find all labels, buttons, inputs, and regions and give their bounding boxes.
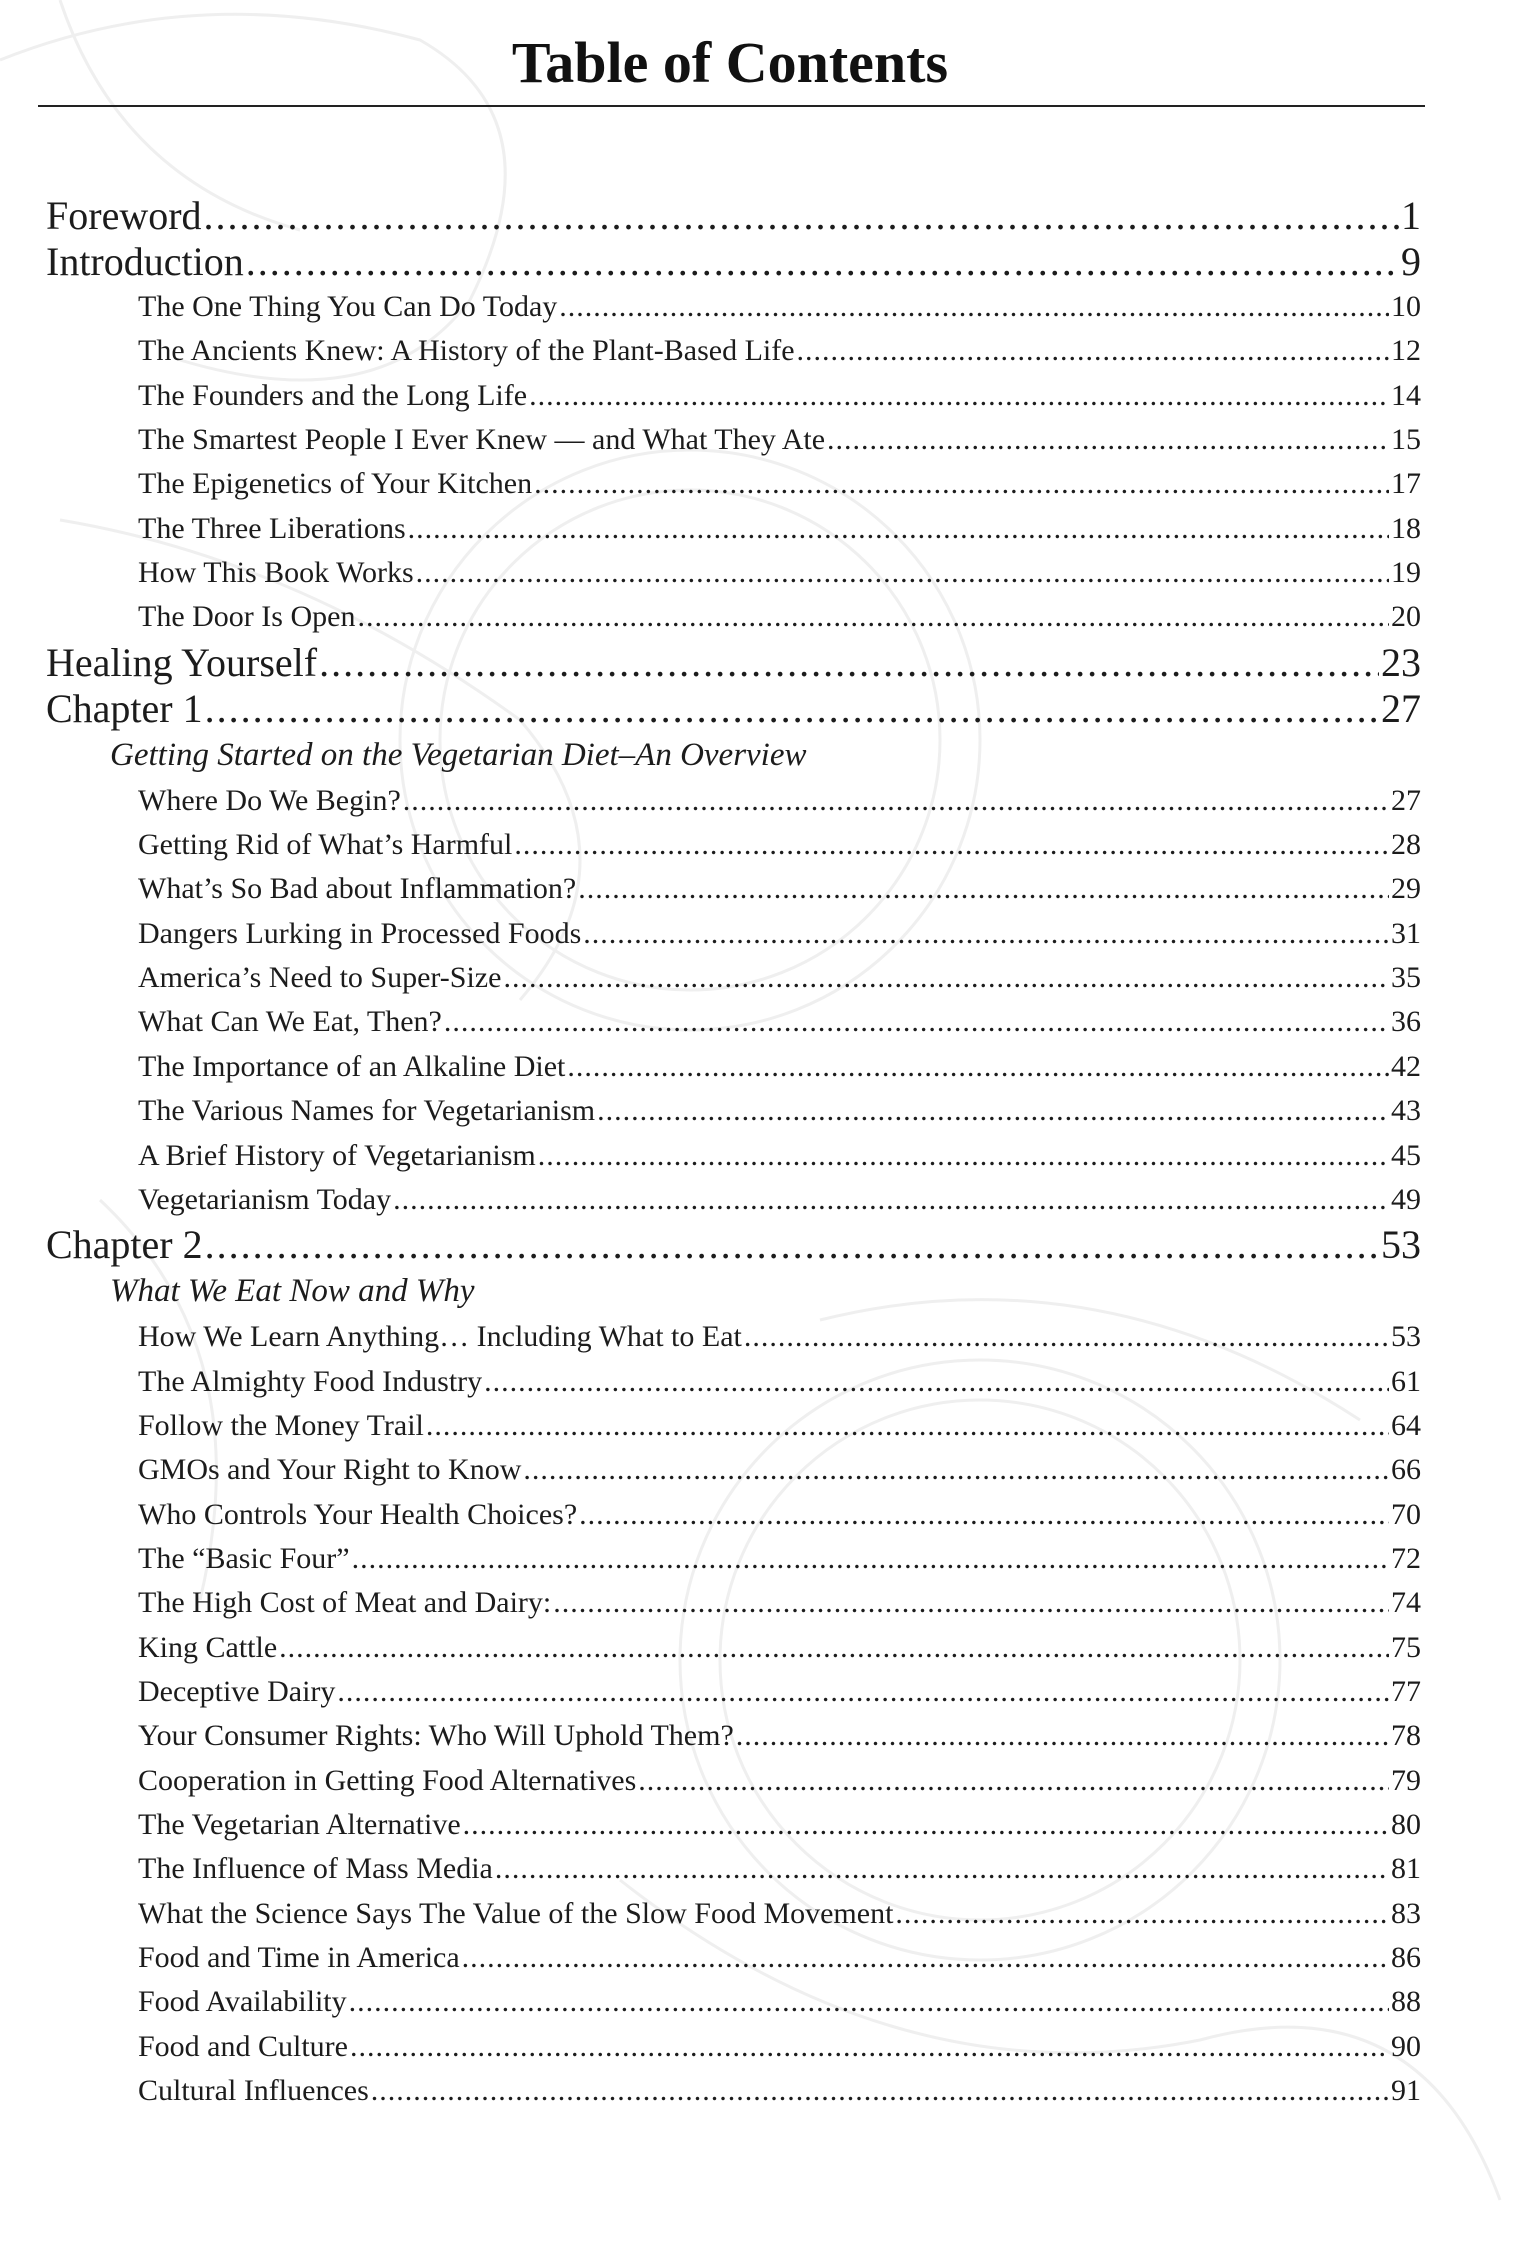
entry-page: 53: [1391, 1320, 1421, 1354]
dot-leader: [559, 285, 1389, 329]
entry-title: Who Controls Your Health Choices?: [138, 1497, 578, 1531]
toc-subentry[interactable]: [46, 462, 1421, 506]
toc-subentry[interactable]: [46, 1089, 1421, 1133]
entry-title: Follow the Money Trail: [138, 1408, 424, 1442]
entry-page: 53: [1381, 1222, 1421, 1268]
entry-title: Dangers Lurking in Processed Foods: [138, 916, 582, 950]
table-of-contents: [46, 193, 1421, 2113]
toc-subentry[interactable]: [46, 329, 1421, 373]
entry-title: What’s So Bad about Inflammation?: [138, 872, 577, 906]
entry-page: 15: [1391, 423, 1421, 457]
entry-page: 75: [1391, 1630, 1421, 1664]
toc-entry-healing-yourself[interactable]: [46, 640, 1421, 686]
toc-subentry[interactable]: [46, 595, 1421, 639]
entry-title: What Can We Eat, Then?: [138, 1005, 442, 1039]
entry-title: Foreword: [46, 193, 202, 238]
toc-entry-chapter-1[interactable]: [46, 686, 1421, 732]
toc-subentry[interactable]: [46, 1626, 1421, 1670]
dot-leader: [578, 867, 1389, 911]
dot-leader: [408, 507, 1389, 551]
toc-subentry[interactable]: [46, 1980, 1421, 2024]
toc-entry-chapter-2[interactable]: [46, 1222, 1421, 1268]
entry-title: The Almighty Food Industry: [138, 1364, 483, 1398]
entry-page: 27: [1381, 685, 1421, 731]
entry-title: The One Thing You Can Do Today: [138, 290, 558, 323]
entry-title: Where Do We Begin?: [138, 783, 401, 817]
entry-page: 72: [1391, 1541, 1421, 1575]
entry-page: 42: [1391, 1049, 1421, 1083]
dot-leader: [403, 779, 1389, 823]
dot-leader: [319, 640, 1379, 686]
entry-title: The Smartest People I Ever Knew — and What They Ate: [138, 423, 826, 457]
entry-title: The Influence of Mass Media: [138, 1852, 493, 1886]
toc-subentry[interactable]: [46, 1360, 1421, 1404]
entry-page: 86: [1391, 1941, 1421, 1974]
dot-leader: [337, 1670, 1389, 1714]
toc-entry-foreword[interactable]: [46, 193, 1421, 239]
dot-leader: [393, 1178, 1389, 1222]
entry-page: 45: [1391, 1138, 1421, 1172]
dot-leader: [246, 239, 1399, 285]
entry-page: 80: [1391, 1807, 1421, 1841]
dot-leader: [484, 1360, 1389, 1404]
toc-subentry[interactable]: [46, 1404, 1421, 1448]
dot-leader: [583, 912, 1389, 956]
dot-leader: [204, 193, 1399, 239]
entry-page: 27: [1391, 783, 1421, 817]
entry-title: GMOs and Your Right to Know: [138, 1453, 522, 1487]
toc-subentry[interactable]: [46, 1803, 1421, 1847]
toc-subentry[interactable]: [46, 2069, 1421, 2113]
entry-title: The Various Names for Vegetarianism: [138, 1094, 596, 1128]
entry-title: How This Book Works: [138, 556, 414, 590]
entry-page: 66: [1391, 1453, 1421, 1487]
toc-subentry[interactable]: [46, 1000, 1421, 1044]
toc-subentry[interactable]: [46, 1581, 1421, 1625]
toc-subentry[interactable]: [46, 507, 1421, 551]
dot-leader: [462, 1936, 1389, 1980]
entry-page: 9: [1401, 239, 1421, 284]
toc-subentry[interactable]: [46, 1759, 1421, 1803]
entry-title: Food and Time in America: [138, 1941, 460, 1974]
entry-title: The High Cost of Meat and Dairy:: [138, 1586, 552, 1620]
entry-title: Chapter 2: [46, 1222, 203, 1268]
entry-page: 29: [1391, 872, 1421, 906]
toc-subentry[interactable]: [46, 1714, 1421, 1758]
toc-subentry[interactable]: [46, 285, 1421, 329]
toc-subentry[interactable]: [46, 779, 1421, 823]
toc-subentry[interactable]: [46, 1847, 1421, 1891]
toc-subentry[interactable]: [46, 1936, 1421, 1980]
dot-leader: [579, 1493, 1389, 1537]
dot-leader: [553, 1581, 1389, 1625]
entry-page: 35: [1391, 961, 1421, 995]
dot-leader: [597, 1089, 1389, 1133]
dot-leader: [357, 595, 1389, 639]
entry-page: 28: [1391, 828, 1421, 862]
entry-page: 88: [1391, 1985, 1421, 2019]
chapter-subtitle: What We Eat Now and Why: [110, 1273, 475, 1310]
dot-leader: [736, 1714, 1389, 1758]
dot-leader: [350, 2025, 1389, 2069]
dot-leader: [503, 956, 1389, 1000]
toc-subentry[interactable]: [46, 1045, 1421, 1089]
dot-leader: [205, 686, 1379, 732]
entry-title: Cooperation in Getting Food Alternatives: [138, 1763, 637, 1797]
entry-title: Healing Yourself: [46, 639, 318, 685]
toc-subentry[interactable]: [46, 1493, 1421, 1537]
entry-page: 78: [1391, 1719, 1421, 1753]
toc-subentry[interactable]: [46, 551, 1421, 595]
dot-leader: [538, 1134, 1389, 1178]
entry-page: 20: [1391, 600, 1421, 634]
entry-page: 1: [1401, 193, 1421, 238]
entry-page: 14: [1391, 378, 1421, 412]
toc-subentry[interactable]: [46, 1537, 1421, 1581]
entry-title: Your Consumer Rights: Who Will Uphold Them?: [138, 1719, 734, 1753]
dot-leader: [523, 1448, 1389, 1492]
entry-title: Chapter 1: [46, 685, 203, 731]
entry-page: 74: [1391, 1586, 1421, 1620]
toc-subentry[interactable]: [46, 2025, 1421, 2069]
entry-title: Cultural Influences: [138, 2074, 369, 2108]
entry-page: 61: [1391, 1364, 1421, 1398]
entry-page: 36: [1391, 1005, 1421, 1039]
entry-page: 81: [1391, 1852, 1421, 1886]
dot-leader: [567, 1045, 1389, 1089]
entry-title: The Epigenetics of Your Kitchen: [138, 467, 533, 501]
entry-title: Deceptive Dairy: [138, 1674, 336, 1708]
entry-title: America’s Need to Super-Size: [138, 961, 502, 995]
dot-leader: [279, 1626, 1389, 1670]
entry-page: 18: [1391, 511, 1421, 545]
dot-leader: [371, 2069, 1389, 2113]
entry-title: The Three Liberations: [138, 511, 406, 545]
chapter-subtitle: Getting Started on the Vegetarian Diet–An Overview: [110, 736, 807, 773]
entry-title: The “Basic Four”: [138, 1541, 350, 1575]
dot-leader: [352, 1537, 1389, 1581]
dot-leader: [744, 1315, 1389, 1359]
entry-page: 17: [1391, 467, 1421, 501]
entry-page: 70: [1391, 1497, 1421, 1531]
page-title: Table of Contents: [511, 30, 949, 95]
dot-leader: [416, 551, 1389, 595]
toc-subentry[interactable]: [46, 1670, 1421, 1714]
dot-leader: [638, 1759, 1389, 1803]
toc-subentry[interactable]: [46, 374, 1421, 418]
entry-page: 91: [1391, 2074, 1421, 2108]
entry-page: 90: [1391, 2029, 1421, 2063]
entry-page: 23: [1381, 639, 1421, 685]
entry-title: King Cattle: [138, 1630, 278, 1664]
dot-leader: [797, 329, 1389, 373]
toc-subentry[interactable]: [46, 867, 1421, 911]
entry-page: 64: [1391, 1408, 1421, 1442]
dot-leader: [205, 1222, 1379, 1268]
entry-title: The Vegetarian Alternative: [138, 1807, 461, 1841]
entry-page: 12: [1391, 334, 1421, 368]
entry-title: A Brief History of Vegetarianism: [138, 1138, 536, 1172]
toc-subentry[interactable]: [46, 956, 1421, 1000]
entry-title: Introduction: [46, 239, 244, 284]
dot-leader: [534, 462, 1389, 506]
entry-page: 31: [1391, 916, 1421, 950]
dot-leader: [827, 418, 1389, 462]
entry-page: 77: [1391, 1674, 1421, 1708]
entry-title: Getting Rid of What’s Harmful: [138, 828, 513, 862]
entry-page: 79: [1391, 1763, 1421, 1797]
toc-subentry[interactable]: [46, 418, 1421, 462]
entry-title: Food and Culture: [138, 2029, 348, 2063]
title-divider: [38, 105, 1425, 107]
entry-title: The Door Is Open: [138, 600, 356, 634]
toc-subentry[interactable]: [46, 1892, 1421, 1936]
toc-entry-introduction[interactable]: [46, 239, 1421, 285]
entry-title: How We Learn Anything… Including What to Eat: [138, 1320, 742, 1354]
dot-leader: [444, 1000, 1389, 1044]
entry-page: 49: [1391, 1182, 1421, 1216]
entry-page: 43: [1391, 1094, 1421, 1128]
dot-leader: [495, 1847, 1389, 1891]
entry-page: 19: [1391, 556, 1421, 590]
entry-page: 83: [1391, 1896, 1421, 1930]
entry-title: Food Availability: [138, 1985, 347, 2019]
entry-title: The Importance of an Alkaline Diet: [138, 1049, 566, 1083]
toc-subentry[interactable]: [46, 1448, 1421, 1492]
dot-leader: [463, 1803, 1389, 1847]
entry-page: 10: [1391, 290, 1421, 323]
entry-title: The Ancients Knew: A History of the Plant-Based Life: [138, 334, 795, 368]
entry-title: The Founders and the Long Life: [138, 378, 528, 412]
toc-subentry[interactable]: [46, 912, 1421, 956]
toc-subentry[interactable]: [46, 1315, 1421, 1359]
toc-subentry[interactable]: [46, 823, 1421, 867]
toc-subentry[interactable]: [46, 1178, 1421, 1222]
dot-leader: [426, 1404, 1389, 1448]
entry-title: Vegetarianism Today: [138, 1182, 392, 1216]
toc-subentry[interactable]: [46, 1134, 1421, 1178]
dot-leader: [895, 1892, 1389, 1936]
dot-leader: [514, 823, 1389, 867]
dot-leader: [529, 374, 1389, 418]
dot-leader: [349, 1980, 1389, 2024]
entry-title: What the Science Says The Value of the Slow Food Movement: [138, 1896, 894, 1930]
